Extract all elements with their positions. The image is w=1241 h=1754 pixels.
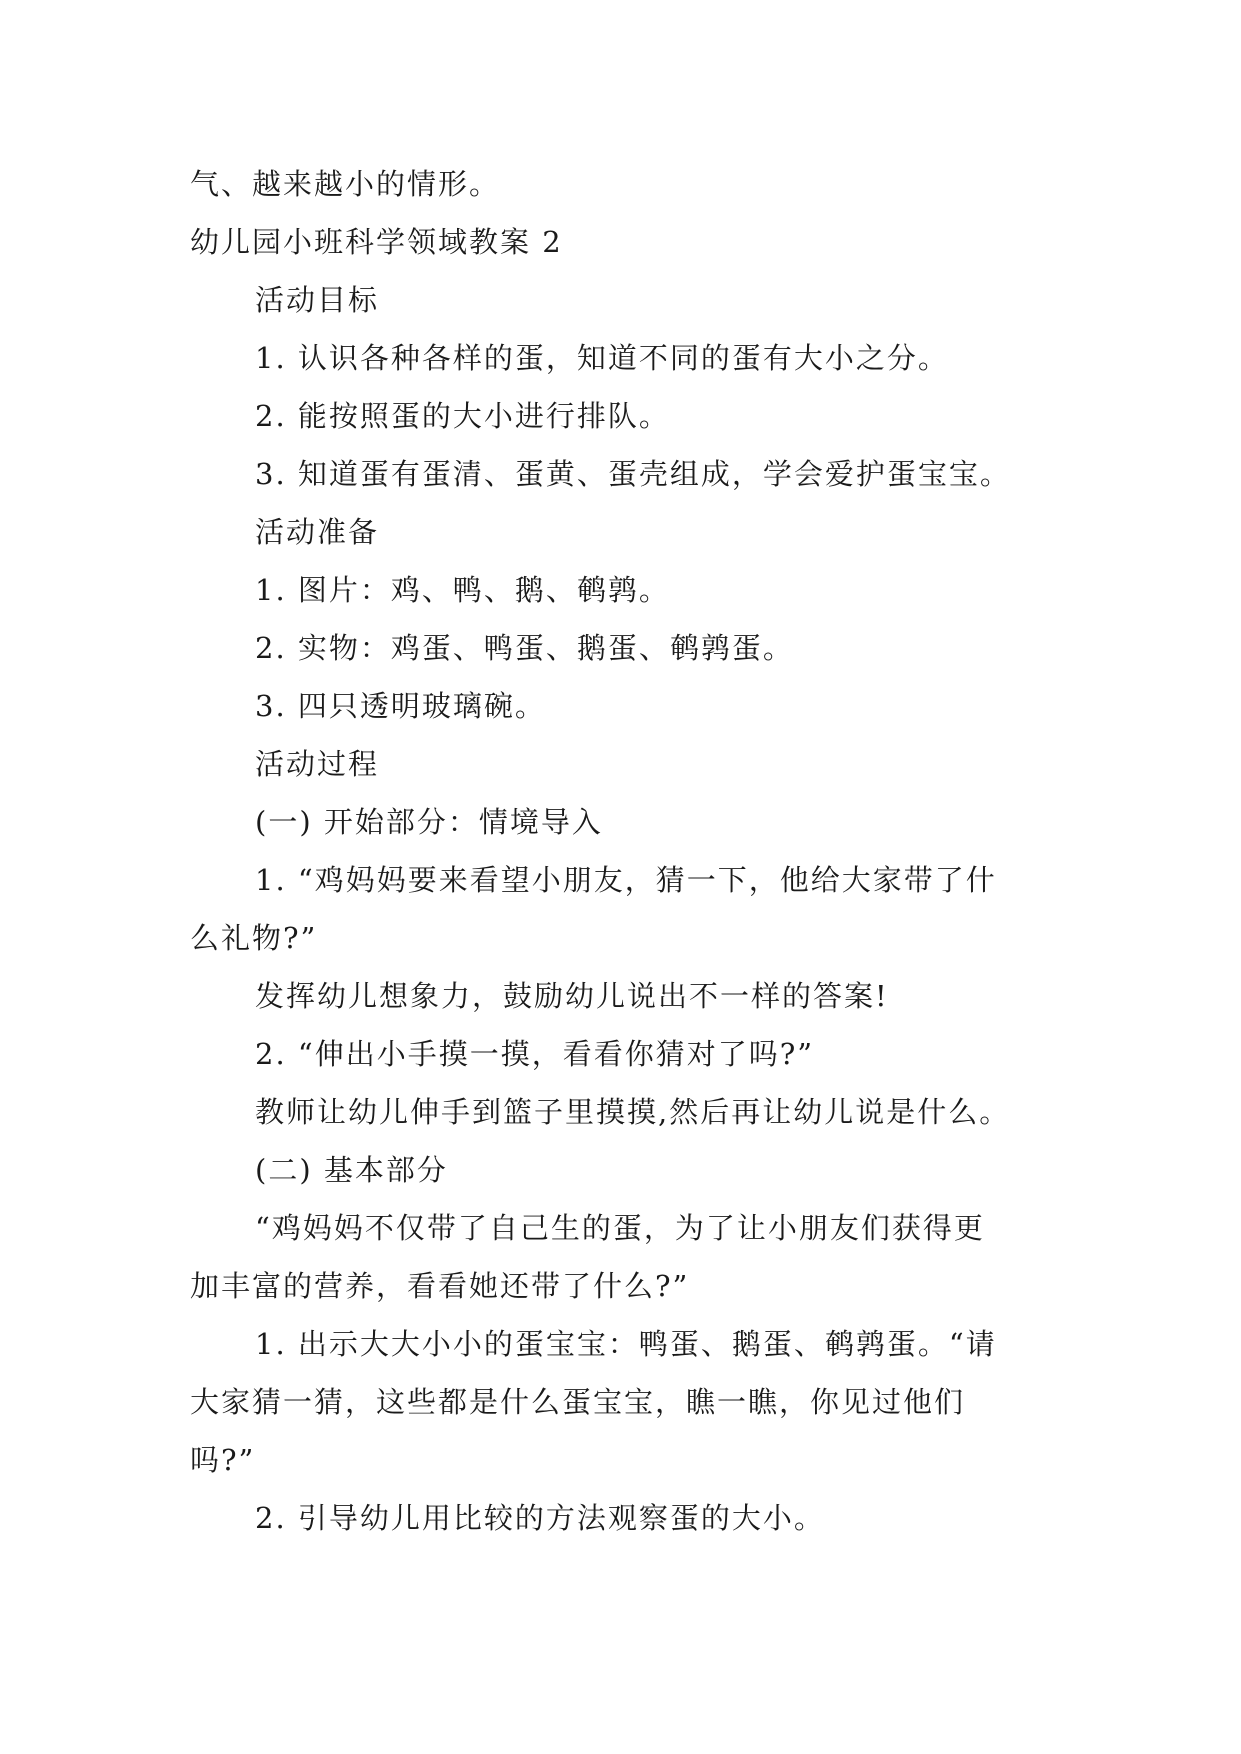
heading-goals: 活动目标 <box>255 283 380 317</box>
paragraph: 发挥幼儿想象力，鼓励幼儿说出不一样的答案! <box>255 979 889 1013</box>
process-item-2: 2. “伸出小手摸一摸，看看你猜对了吗?” <box>255 1037 815 1071</box>
paragraph-continuation: 气、越来越小的情形。 <box>190 167 501 201</box>
paragraph: “鸡妈妈不仅带了自己生的蛋，为了让小朋友们获得更 <box>255 1211 985 1245</box>
heading-process: 活动过程 <box>255 747 380 781</box>
goal-item-1: 1. 认识各种各样的蛋，知道不同的蛋有大小之分。 <box>255 341 949 375</box>
goal-item-3: 3. 知道蛋有蛋清、蛋黄、蛋壳组成，学会爱护蛋宝宝。 <box>255 457 1011 491</box>
heading-preparation: 活动准备 <box>255 515 380 549</box>
subheading-start: (一) 开始部分：情境导入 <box>255 805 603 839</box>
goal-item-2: 2. 能按照蛋的大小进行排队。 <box>255 399 670 433</box>
process-item-1-continued: 么礼物?” <box>190 921 318 955</box>
paragraph: 教师让幼儿伸手到篮子里摸摸,然后再让幼儿说是什么。 <box>255 1095 1011 1129</box>
prep-item-2: 2. 实物：鸡蛋、鸭蛋、鹅蛋、鹌鹑蛋。 <box>255 631 794 665</box>
process-item-1: 1. “鸡妈妈要来看望小朋友，猜一下，他给大家带了什 <box>255 863 997 897</box>
basic-item-1-continued: 吗?” <box>190 1443 256 1477</box>
basic-item-2: 2. 引导幼儿用比较的方法观察蛋的大小。 <box>255 1501 825 1535</box>
basic-item-1: 1. 出示大大小小的蛋宝宝：鸭蛋、鹅蛋、鹌鹑蛋。“请 <box>255 1327 997 1361</box>
subheading-basic: (二) 基本部分 <box>255 1153 448 1187</box>
prep-item-1: 1. 图片：鸡、鸭、鹅、鹌鹑。 <box>255 573 670 607</box>
prep-item-3: 3. 四只透明玻璃碗。 <box>255 689 546 723</box>
basic-item-1-continued: 大家猜一猜，这些都是什么蛋宝宝，瞧一瞧，你见过他们 <box>190 1385 966 1419</box>
section-title: 幼儿园小班科学领域教案 2 <box>190 225 563 259</box>
paragraph-continued: 加丰富的营养，看看她还带了什么?” <box>190 1269 690 1303</box>
